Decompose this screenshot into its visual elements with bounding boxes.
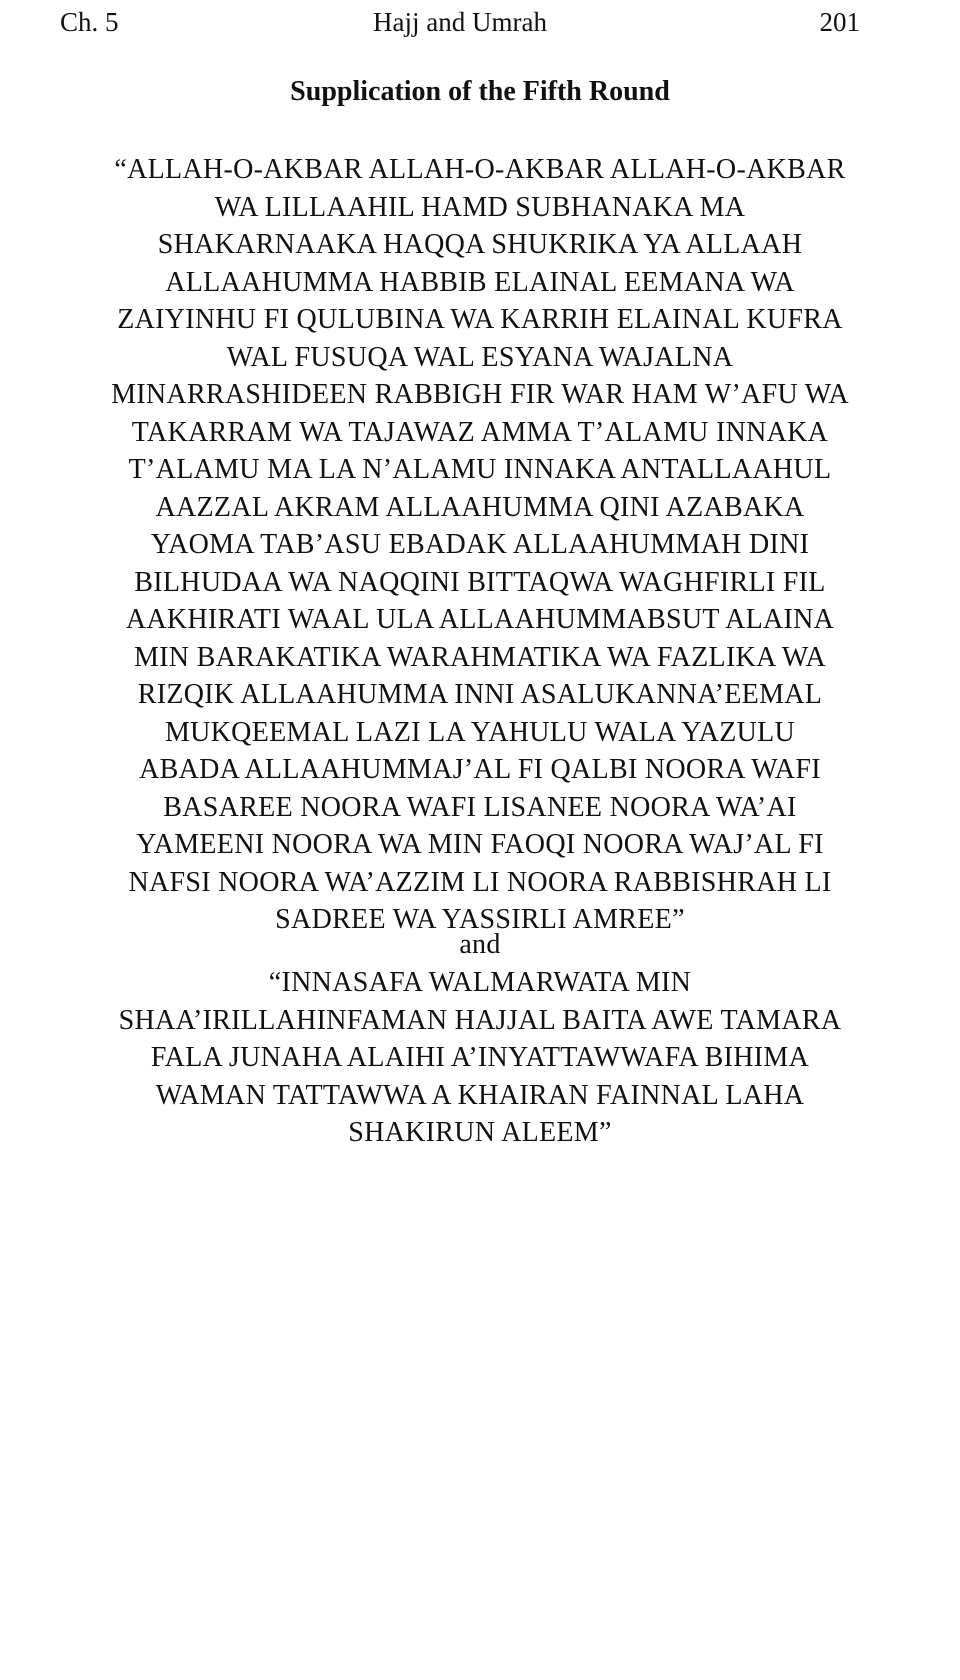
text-line: “INNASAFA WALMARWATA MIN: [268, 967, 692, 998]
text-line: FALA JUNAHA ALAIHI A’INYATTAWWAFA BIHIMA: [150, 1042, 810, 1073]
text-line: TAKARRAM WA TAJAWAZ AMMA T’ALAMU INNAKA: [131, 416, 829, 448]
text-line: BILHUDAA WA NAQQINI BITTAQWA WAGHFIRLI FIL: [134, 566, 826, 598]
chapter-label: Ch. 5: [60, 7, 119, 37]
text-line: MINARRASHIDEEN RABBIGH FIR WAR HAM W’AFU WA: [111, 379, 849, 410]
text-line: ABADA ALLAAHUMMAJ’AL FI QALBI NOORA WAFI: [139, 754, 821, 785]
text-line: T’ALAMU MA LA N’ALAMU INNAKA ANTALLAAHUL: [128, 454, 832, 485]
text-line: AAKHIRATI WAAL ULA ALLAAHUMMABSUT ALAINA: [125, 604, 835, 635]
text-line: MUKQEEMAL LAZI LA YAHULU WALA YAZULU: [164, 716, 796, 748]
text-line: ALLAAHUMMA HABBIB ELAINAL EEMANA WA: [165, 266, 795, 298]
text-line: ZAIYINHU FI QULUBINA WA KARRIH ELAINAL KUFRA: [117, 304, 843, 335]
text-line: AAZZAL AKRAM ALLAAHUMMA QINI AZABAKA: [155, 491, 805, 523]
connector-word: and: [459, 929, 501, 960]
text-line: WA LILLAAHIL HAMD SUBHANAKA MA: [214, 191, 746, 223]
text-line: SHAKARNAAKA HAQQA SHUKRIKA YA ALLAAH: [157, 229, 803, 260]
supplication-text: [0, 151, 960, 939]
text-line: SHAKIRUN ALEEM”: [348, 1117, 612, 1148]
text-line: RIZQIK ALLAAHUMMA INNI ASALUKANNA’EEMAL: [137, 679, 823, 710]
book-title: Hajj and Umrah: [373, 7, 547, 37]
text-line: YAOMA TAB’ASU EBADAK ALLAAHUMMAH DINI: [150, 529, 810, 560]
text-line: WAL FUSUQA WAL ESYANA WAJALNA: [226, 341, 734, 373]
text-line: “ALLAH-O-AKBAR ALLAH-O-AKBAR ALLAH-O-AKBAR: [114, 154, 846, 185]
text-line: BASAREE NOORA WAFI LISANEE NOORA WA’AI: [163, 791, 797, 823]
text-line: SHAA’IRILLAHINFAMAN HAJJAL BAITA AWE TAMARA: [118, 1004, 842, 1036]
text-line: YAMEENI NOORA WA MIN FAOQI NOORA WAJ’AL FI: [136, 829, 824, 860]
text-line: WAMAN TATTAWWA A KHAIRAN FAINNAL LAHA: [155, 1079, 805, 1111]
text-line: SADREE WA YASSIRLI AMREE”: [275, 904, 685, 935]
verse-text: [0, 964, 960, 1152]
section-title: Supplication of the Fifth Round: [290, 76, 670, 107]
page-number: 201: [819, 7, 860, 37]
page-header: [60, 2, 860, 42]
text-line: MIN BARAKATIKA WARAHMATIKA WA FAZLIKA WA: [133, 641, 827, 673]
text-line: NAFSI NOORA WA’AZZIM LI NOORA RABBISHRAH LI: [128, 866, 832, 898]
